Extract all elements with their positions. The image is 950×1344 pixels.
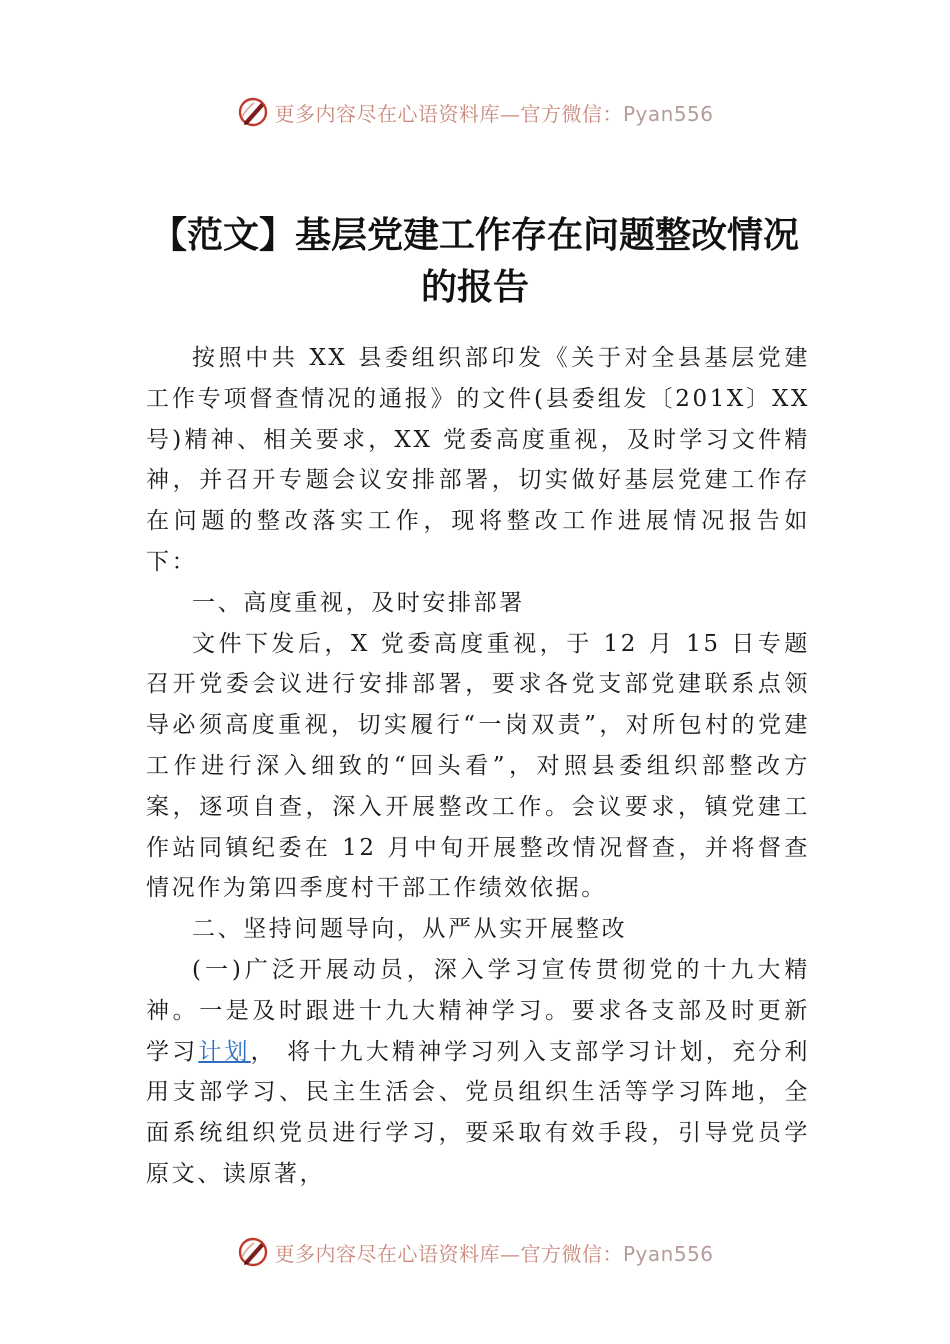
banner-text xyxy=(274,98,713,127)
paragraph-section-1: 文件下发后，X 党委高度重视，于 12 月 15 日专题召开党委会议进行安排部署，要求各党支部党建联系点领导必须高度重视，切实履行“一岗双责”，对所包村的党建工作进行深入细致的“回头看”，对照县委组织部整改方案，逐项自查，深入开展整改工作。会议要求，镇党建工作站同镇纪委在 12 月中旬开展整改情况督查，并将督查情况作为第四季度村干部工作绩效依据。 xyxy=(146,630,810,902)
title-line-1: 【范文】基层党建工作存在问题整改情况 xyxy=(150,215,799,256)
paragraph-intro: 按照中共 XX 县委组织部印发《关于对全县基层党建工作专项督查情况的通报》的文件(县委组发〔201X〕XX 号)精神、相关要求，XX 党委高度重视，及时学习文件精神，并召开专题会议安排部署，切实做好基层党建工作存在问题的整改落实工作，现将整改工作进展情况报告如下： xyxy=(146,345,810,575)
banner-text xyxy=(274,1238,713,1267)
section-heading-1: 一、高度重视，及时安排部署 xyxy=(192,589,525,616)
paragraph-section-2 xyxy=(146,950,810,1195)
banner-slogan: 更多内容尽在心语资料库—官方微信： xyxy=(274,101,623,126)
title-line-2: 的报告 xyxy=(420,267,529,308)
wechat-id: Pyan556 xyxy=(622,101,714,126)
paragraph-text-after-link: ， 将十九大精神学习列入支部学习计划，充分利用支部学习、民主生活会、党员组织生活等学习阵地，全面系统组织党员进行学习，要采取有效手段，引导党员学原文、读原著， xyxy=(146,1038,810,1187)
paragraph-text-before-link: (一)广泛开展动员，深入学习宣传贯彻党的十九大精神。一是及时跟进十九大精神学习。要求各支部及时更新学习 xyxy=(146,956,810,1065)
footer-banner xyxy=(0,1232,950,1272)
section-heading-2: 二、坚持问题导向，从严从实开展整改 xyxy=(192,916,628,943)
plan-link[interactable]: 计划 xyxy=(198,1038,251,1065)
document-title xyxy=(120,210,830,314)
banner-slogan: 更多内容尽在心语资料库—官方微信： xyxy=(274,1241,623,1266)
pen-logo-icon xyxy=(236,1235,270,1269)
wechat-id: Pyan556 xyxy=(622,1241,714,1266)
document-body xyxy=(146,338,810,1195)
pen-logo-icon xyxy=(236,95,270,129)
header-banner xyxy=(0,92,950,132)
